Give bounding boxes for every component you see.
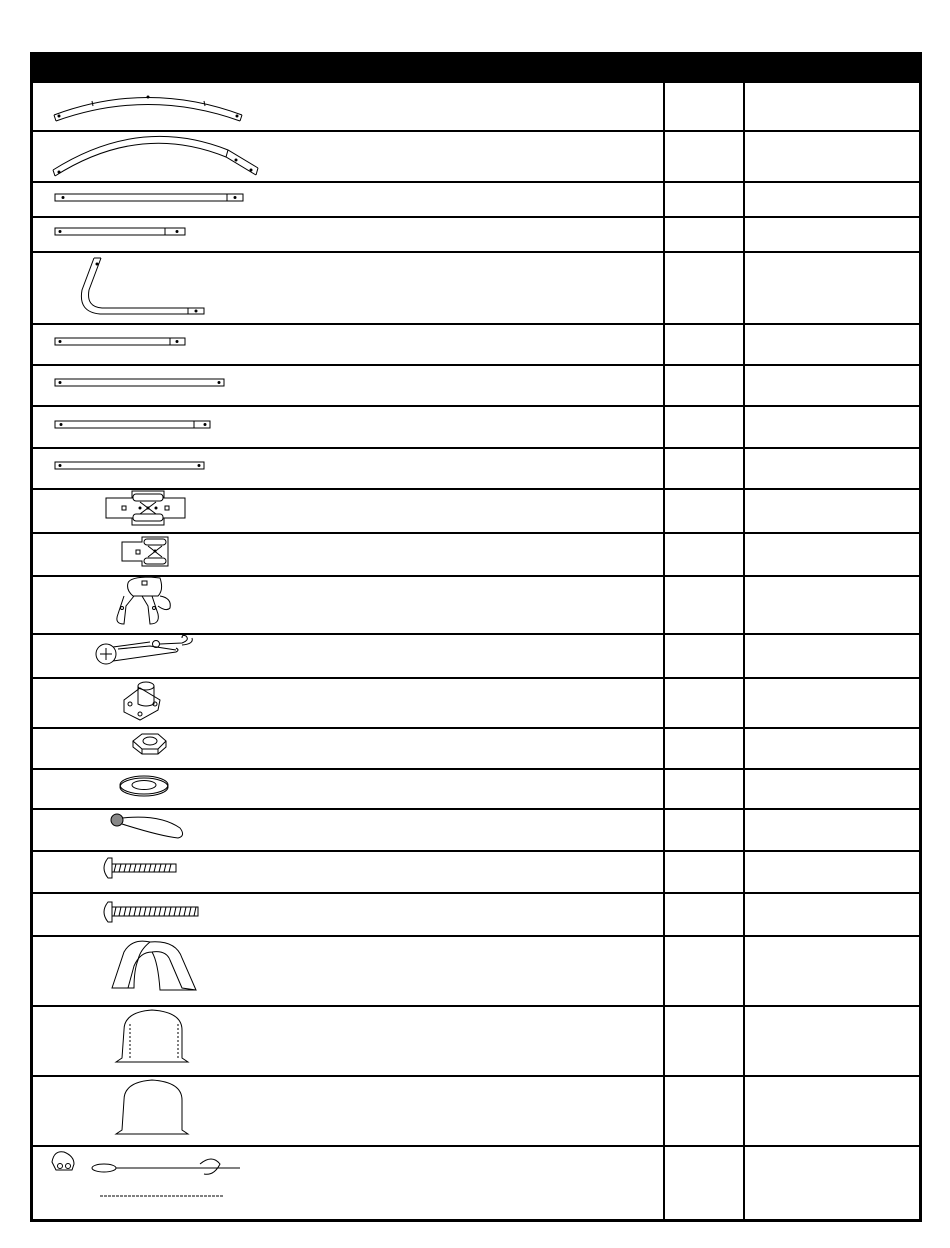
end-panel-with-door-icon bbox=[116, 1010, 188, 1062]
short-carriage-bolt-icon bbox=[104, 858, 176, 878]
straight-pipe-icon bbox=[55, 462, 204, 469]
ball-bungee-icon bbox=[111, 814, 183, 838]
foot-plate-icon bbox=[124, 682, 160, 720]
flat-washer-icon bbox=[120, 776, 168, 796]
parts-list-table bbox=[30, 52, 922, 1222]
ground-anchor-kit-icon bbox=[52, 1152, 240, 1196]
hinge-bracket-icon bbox=[117, 577, 170, 624]
straight-pipe-icon bbox=[55, 379, 224, 386]
tee-connector-plate-icon bbox=[122, 537, 168, 566]
cross-connector-plate-icon bbox=[106, 491, 185, 525]
long-carriage-bolt-icon bbox=[104, 902, 198, 922]
ratchet-tensioner-icon bbox=[96, 635, 192, 664]
short-pipe-with-swage-icon bbox=[55, 228, 185, 235]
curved-roof-bow-icon bbox=[54, 96, 242, 121]
long-pipe-with-swage-icon bbox=[55, 194, 243, 201]
bent-leg-pipe-icon bbox=[81, 258, 204, 314]
end-panel-icon bbox=[116, 1080, 188, 1134]
hex-nut-icon bbox=[133, 734, 166, 754]
short-pipe-with-swage-icon bbox=[55, 338, 185, 345]
parts-drawings bbox=[33, 55, 919, 1219]
pipe-with-swage-icon bbox=[55, 421, 210, 428]
curved-end-bow-icon bbox=[53, 136, 258, 176]
roof-cover-icon bbox=[112, 941, 196, 990]
